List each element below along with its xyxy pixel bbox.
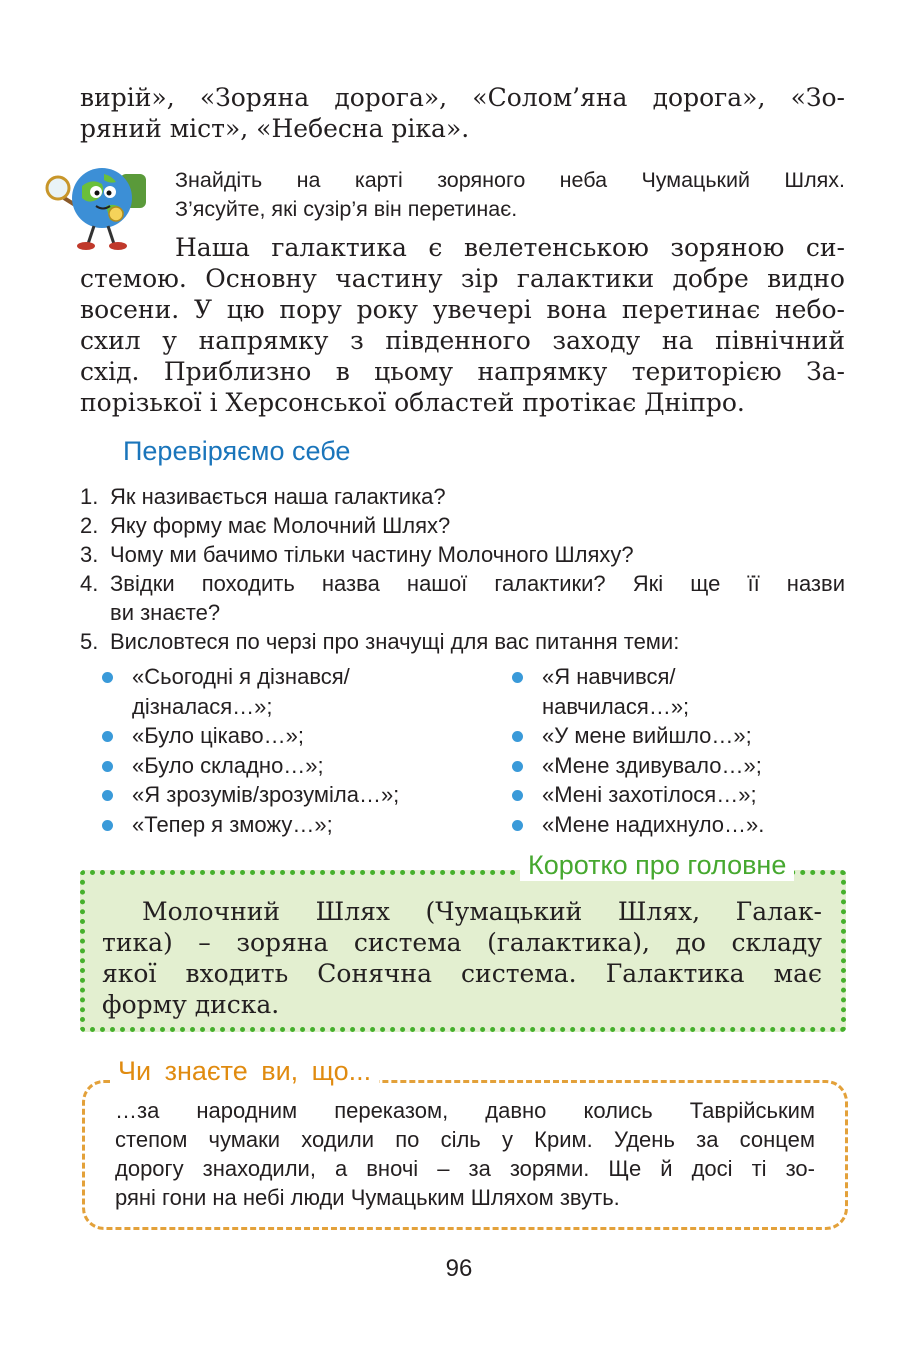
- bullet-icon: [100, 721, 132, 751]
- list-item-text: дізналася…»;: [132, 693, 273, 719]
- text-line: З’ясуйте, які сузір’я він перетинає.: [175, 197, 518, 221]
- text-line: схід. Приблизно в цьому напрямку територією За-: [80, 357, 845, 386]
- list-item-text: «Я зрозумів/зрозуміла…»;: [132, 782, 400, 807]
- text-line: ряні гони на небі люди Чумацьким Шляхом звуть.: [115, 1185, 620, 1210]
- text-line: форму диска.: [102, 990, 280, 1019]
- bullet-icon: [510, 721, 542, 751]
- question-text: Звідки походить назва нашої галактики? Які ще її назви: [110, 571, 845, 596]
- did-you-know-heading: Чи знаєте ви, що...: [110, 1056, 379, 1087]
- check-yourself-heading: Перевіряємо себе: [123, 436, 351, 466]
- bullet-icon: [510, 780, 542, 810]
- question-item: [80, 540, 845, 569]
- reflection-list-left: [100, 662, 490, 839]
- bullet-icon: [510, 662, 542, 721]
- question-text: Чому ми бачимо тільки частину Молочного Шляху?: [110, 542, 634, 567]
- question-number: 5.: [80, 629, 99, 654]
- list-item: [100, 721, 490, 751]
- list-item-text: «Сьогодні я дізнався/: [132, 664, 350, 689]
- list-item-text: навчилася…»;: [542, 693, 690, 719]
- text-line: степом чумаки ходили по сіль у Крим. Удень за сонцем: [115, 1127, 815, 1152]
- text-line: …за народним переказом, давно колись Таврійським: [115, 1098, 815, 1123]
- question-number: 4.: [80, 571, 99, 596]
- question-text: Висловтеся по черзі про значущі для вас питання теми:: [110, 629, 680, 654]
- reflection-list-right: [510, 662, 850, 839]
- list-item: [510, 751, 850, 781]
- list-item: [510, 810, 850, 840]
- bullet-icon: [510, 810, 542, 840]
- text-line: ряний міст», «Небесна ріка».: [80, 114, 470, 143]
- text-line: тика) – зоряна система (галактика), до складу: [102, 928, 822, 957]
- intro-paragraph: [80, 82, 845, 144]
- bullet-icon: [100, 662, 132, 721]
- question-text: ви знаєте?: [110, 600, 221, 625]
- list-item: [510, 662, 850, 721]
- list-item-text: «Було цікаво…»;: [132, 723, 304, 748]
- question-text: Як називається наша галактика?: [110, 484, 446, 509]
- question-text: Яку форму має Молочний Шлях?: [110, 513, 451, 538]
- text-line: Наша галактика є велетенською зоряною си-: [175, 233, 845, 262]
- bullet-icon: [100, 751, 132, 781]
- list-item: [100, 751, 490, 781]
- list-item: [100, 662, 490, 721]
- text-line: вирій», «Зоряна дорога», «Солом’яна дорога», «Зо-: [80, 83, 845, 112]
- list-item: [510, 780, 850, 810]
- question-number: 2.: [80, 513, 99, 538]
- list-item: [100, 780, 490, 810]
- list-item-text: «Мене надихнуло…».: [542, 811, 765, 837]
- did-you-know-text: [115, 1096, 815, 1212]
- text-line: Молочний Шлях (Чумацький Шлях, Галак-: [142, 897, 822, 926]
- question-item: [80, 511, 845, 540]
- list-item-text: «Тепер я зможу…»;: [132, 811, 333, 837]
- list-item-text: «Мені захотілося…»;: [542, 782, 757, 807]
- text-line: якої входить Сонячна система. Галактика має: [102, 959, 822, 988]
- text-line: стемою. Основну частину зір галактики добре видно: [80, 264, 845, 293]
- text-line: порізької і Херсонської областей протікає Дніпро.: [80, 388, 745, 417]
- text-line: восени. У цю пору року увечері вона перетинає небо-: [80, 295, 845, 324]
- question-item: [80, 482, 845, 511]
- page-number: 96: [445, 1255, 473, 1282]
- summary-heading: Коротко про головне: [520, 850, 794, 881]
- list-item-text: «У мене вийшло…»;: [542, 723, 752, 748]
- question-item: [80, 569, 845, 627]
- list-item: [100, 810, 490, 840]
- task-instruction: [175, 166, 845, 224]
- question-number: 1.: [80, 484, 99, 509]
- text-line: схил у напрямку з південного заходу на північний: [80, 326, 845, 355]
- summary-text: [102, 896, 822, 1020]
- questions-list: [80, 482, 845, 656]
- bullet-icon: [100, 810, 132, 840]
- list-item-text: «Мене здивувало…»;: [542, 752, 762, 778]
- bullet-icon: [100, 780, 132, 810]
- list-item: [510, 721, 850, 751]
- text-line: дорогу знаходили, а вночі – за зорями. Ще й досі ті зо-: [115, 1156, 815, 1181]
- list-item-text: «Було складно…»;: [132, 752, 324, 778]
- question-number: 3.: [80, 542, 99, 567]
- question-item: [80, 627, 845, 656]
- bullet-icon: [510, 751, 542, 781]
- text-line: Знайдіть на карті зоряного неба Чумацький Шлях.: [175, 168, 845, 192]
- list-item-text: «Я навчився/: [542, 664, 676, 689]
- main-paragraph: [80, 232, 845, 418]
